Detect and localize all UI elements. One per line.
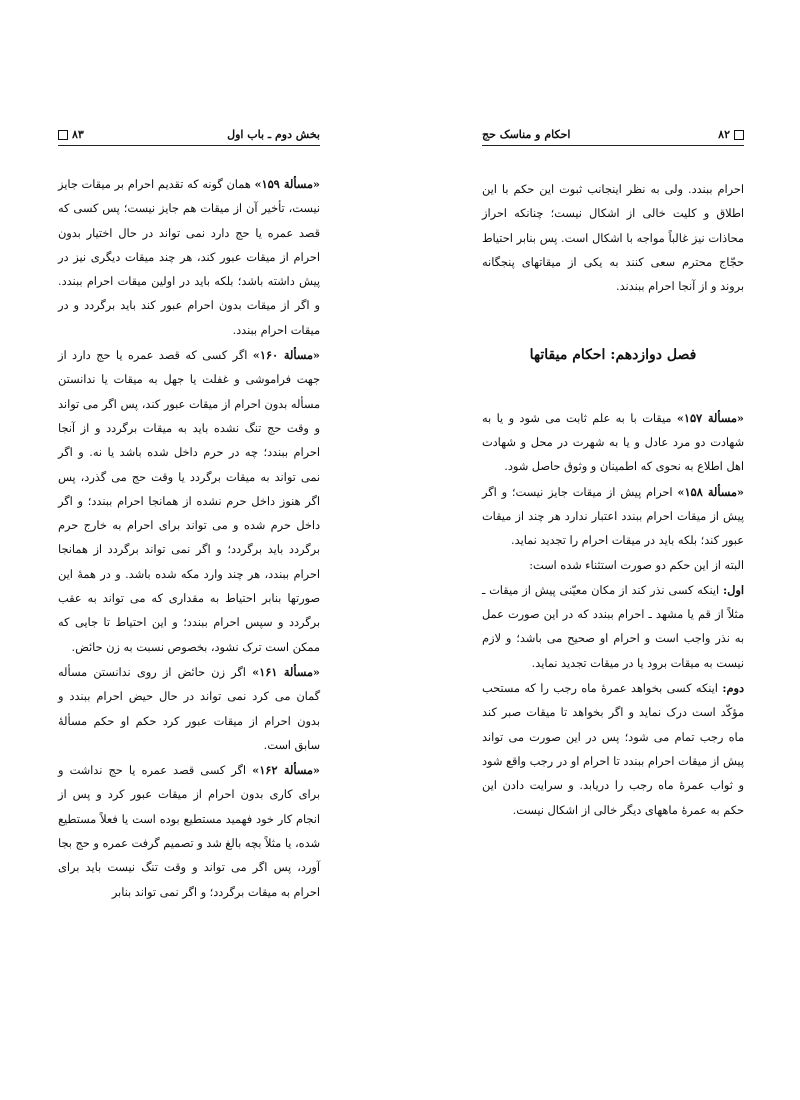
masale-160-text: اگر کسی که قصد عمره یا حج دارد از جهت فراموشی و غفلت یا جهل به میقات یا ندانستن مسأله بدون احرام از میقات عبور کند، پس اگر می تواند و وقت حج تنگ نشده باید به میقات برگردد و از آنجا احرام ببندد؛ چه در حرم داخل شده باشد یا نه. و اگر نمی تواند به میقات برگردد یا وقت حج می گذرد، پس اگر هنوز داخل حرم نشده از همانجا احرام ببندد؛ و اگر داخل حرم شده و می تواند برای احرام به خارج حرم برگردد باید برگردد؛ و اگر نمی تواند برگردد از همانجا احرام ببندد، هر چند وارد مکه شده باشد. و در همهٔ این صورتها بنابر احتیاط به مقداری که می تواند به عقب برگردد و سپس احرام ببندد؛ و این احتیاط تا جایی که ممکن است ترک نشود، بخصوص نسبت به زن حائض. bbox=[58, 349, 320, 654]
exception-first-text: اینکه کسی نذر کند از مکان معیّنی پیش از میقات ـ مثلاً از قم یا مشهد ـ احرام ببندد که در این صورت عمل به نذر واجب است و احرام او صحیح می باشد؛ و لازم نیست به میقات برود یا در میقات تجدید نماید. bbox=[482, 583, 744, 670]
masale-159 bbox=[58, 172, 320, 343]
masale-161-text: اگر زن حائض از روی ندانستن مسأله گمان می کرد نمی تواند در حال حیض احرام ببندد و بدون احرام از میقات عبور کرد حکم او حکم مسألهٔ سابق است. bbox=[58, 665, 320, 752]
masale-162-label: «مسألة ۱۶۲» bbox=[252, 763, 320, 778]
exception-second-text: اینکه کسی بخواهد عمرهٔ ماه رجب را که مستحب مؤکّد است درک نماید و اگر بخواهد تا میقات صبر کند ماه رجب تمام می شود؛ پس در این صورت می تواند پیش از میقات احرام ببندد تا احرام او در رجب واقع شود و ثواب عمرهٔ ماه رجب را دریابد. و سرایت دادن این حکم به عمرهٔ ماههای دیگر خالی از اشکال نیست. bbox=[482, 682, 744, 817]
intro-paragraph: احرام ببندد. ولی به نظر اینجانب ثبوت این حکم با این اطلاق و کلیت خالی از اشکال نیست؛ چنانکه احراز محاذات نیز غالباً مواجه با اشکال است. پس بنابر احتیاط حجّاج محترم سعی کنند به یکی از میقاتهای پنجگانه بروند و از آنجا احرام ببندند. bbox=[482, 183, 744, 294]
masale-157-label: «مسألة ۱۵۷» bbox=[676, 410, 744, 425]
masale-157 bbox=[482, 406, 744, 480]
exception-first bbox=[482, 578, 744, 676]
right-page-number-group bbox=[718, 128, 744, 141]
right-page bbox=[400, 0, 800, 1100]
right-page-number: ۸۲ bbox=[718, 128, 730, 141]
masale-162 bbox=[58, 758, 320, 905]
chapter-title: فصل دوازدهم: احکام میقاتها bbox=[529, 347, 697, 364]
right-header-title: احکام و مناسک حج bbox=[482, 128, 571, 141]
masale-160-label: «مسألة ۱۶۰» bbox=[252, 348, 320, 363]
masale-162-text: اگر کسی قصد عمره یا حج نداشت و برای کاری بدون احرام از میقات عبور کرد و پس از انجام کار خود فهمید مستطیع بوده است یا فعلاً مستطیع شده، یا مثلاً بچه بالغ شد و تصمیم گرفت عمره و حج بجا آورد، پس اگر می تواند و وقت تنگ نیست باید برای احرام به میقات برگردد؛ و اگر نمی تواند بنابر bbox=[58, 764, 320, 899]
masale-158-text: احرام پیش از میقات جایز نیست؛ و اگر پیش از میقات احرام ببندد اعتبار ندارد هر چند از میقات عبور کند؛ بلکه باید در میقات احرام را تجدید نماید. bbox=[482, 485, 744, 548]
masale-159-label: «مسألة ۱۵۹» bbox=[254, 177, 320, 191]
left-header-title: بخش دوم ـ باب اول bbox=[227, 128, 320, 141]
masale-158-label: «مسألة ۱۵۸» bbox=[677, 484, 744, 499]
masale-160 bbox=[58, 343, 320, 660]
left-page-body bbox=[58, 172, 320, 905]
left-page-number: ۸۳ bbox=[72, 128, 84, 141]
masale-161-label: «مسألة ۱۶۱» bbox=[252, 664, 320, 679]
left-page-number-group bbox=[58, 128, 84, 141]
square-bullet-icon bbox=[734, 130, 744, 140]
square-bullet-icon bbox=[58, 130, 68, 140]
masale-158 bbox=[482, 480, 744, 554]
right-page-header bbox=[482, 124, 744, 146]
masale-159-text: همان گونه که تقدیم احرام بر میقات جایز نیست، تأخیر آن از میقات هم جایز نیست؛ پس کسی که قصد عمره یا حج دارد نمی تواند در حال اختیار بدون احرام از میقات عبور کند، هر چند میقات دیگری نیز در پیش داشته باشد؛ بلکه باید در اولین میقات احرام ببندد. و اگر از میقات بدون احرام عبور کند باید برگردد و در میقات احرام ببندد. bbox=[58, 178, 320, 337]
exception-first-label: اول: bbox=[723, 582, 744, 597]
masale-161 bbox=[58, 660, 320, 758]
exception-second-label: دوم: bbox=[722, 681, 744, 696]
right-page-body bbox=[482, 178, 744, 823]
left-page-header bbox=[58, 124, 320, 146]
masale-157-text: میقات با به علم ثابت می شود و یا به شهادت دو مرد عادل و یا به شهرت در محل و شهادت اهل اطلاع به نحوی که اطمینان و وثوق حاصل شود. bbox=[482, 411, 744, 474]
exception-second bbox=[482, 676, 744, 823]
exception-intro: البته از این حکم دو صورت استثناء شده است: bbox=[529, 558, 744, 572]
